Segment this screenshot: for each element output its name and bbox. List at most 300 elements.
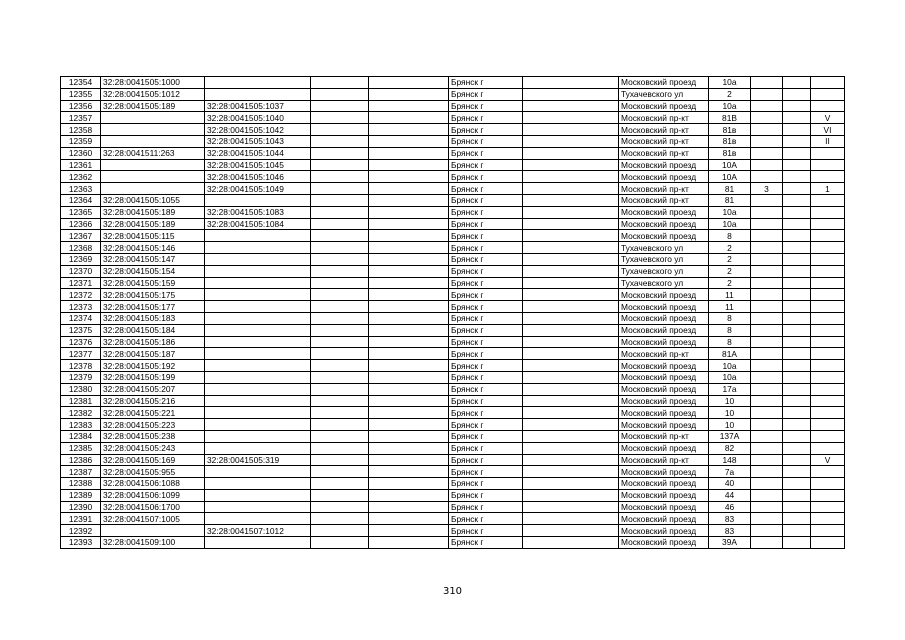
cell-house: 137А: [709, 430, 751, 442]
cell-empty: [783, 501, 811, 513]
cell-empty: [311, 77, 369, 89]
cell-empty: [369, 77, 449, 89]
cell-building: [751, 135, 783, 147]
cell-cadastral-number: 32:28:0041505:238: [101, 430, 205, 442]
cell-cadastral-number-2: [205, 324, 311, 336]
cell-cadastral-number-2: [205, 289, 311, 301]
table-row: [61, 277, 845, 289]
cell-empty: [783, 112, 811, 124]
cell-cadastral-number: 32:28:0041505:221: [101, 407, 205, 419]
cell-city: Брянск г: [449, 135, 523, 147]
table-row: [61, 124, 845, 136]
cell-empty: [369, 289, 449, 301]
cell-empty: [311, 218, 369, 230]
cell-cadastral-number: 32:28:0041505:183: [101, 312, 205, 324]
cell-row-number: 12366: [61, 218, 101, 230]
cell-building: [751, 124, 783, 136]
cell-building: [751, 88, 783, 100]
cell-empty: [783, 88, 811, 100]
cell-building: 3: [751, 183, 783, 195]
cell-empty: [311, 537, 369, 549]
cell-premises: [811, 253, 845, 265]
cell-empty: [369, 218, 449, 230]
cell-empty: [523, 289, 619, 301]
cell-cadastral-number-2: [205, 230, 311, 242]
cell-empty: [311, 419, 369, 431]
cell-street: Тухачевского ул: [619, 88, 709, 100]
cell-street: Московский проезд: [619, 100, 709, 112]
cell-empty: [783, 77, 811, 89]
cell-city: Брянск г: [449, 312, 523, 324]
cell-row-number: 12370: [61, 265, 101, 277]
cell-street: Московский проезд: [619, 206, 709, 218]
cell-cadastral-number-2: [205, 312, 311, 324]
cell-empty: [783, 454, 811, 466]
cell-cadastral-number: 32:28:0041505:955: [101, 466, 205, 478]
cell-cadastral-number-2: 32:28:0041505:1046: [205, 171, 311, 183]
cell-empty: [369, 336, 449, 348]
cell-premises: II: [811, 135, 845, 147]
cell-city: Брянск г: [449, 360, 523, 372]
cell-empty: [783, 124, 811, 136]
cell-house: 81в: [709, 147, 751, 159]
cell-row-number: 12363: [61, 183, 101, 195]
cell-house: 2: [709, 242, 751, 254]
table-row: [61, 360, 845, 372]
cell-empty: [523, 88, 619, 100]
cell-house: 8: [709, 336, 751, 348]
cell-empty: [783, 489, 811, 501]
cell-empty: [523, 135, 619, 147]
cell-premises: [811, 277, 845, 289]
cell-cadastral-number: 32:28:0041505:223: [101, 419, 205, 431]
cell-building: [751, 112, 783, 124]
cell-building: [751, 454, 783, 466]
cell-street: Московский проезд: [619, 312, 709, 324]
cell-premises: 1: [811, 183, 845, 195]
cell-empty: [783, 360, 811, 372]
cell-empty: [311, 135, 369, 147]
cell-premises: [811, 265, 845, 277]
cell-premises: [811, 242, 845, 254]
cell-empty: [523, 230, 619, 242]
cell-empty: [311, 360, 369, 372]
cell-house: 2: [709, 277, 751, 289]
cell-empty: [783, 230, 811, 242]
cell-cadastral-number: 32:28:0041505:216: [101, 395, 205, 407]
cell-city: Брянск г: [449, 277, 523, 289]
cell-building: [751, 466, 783, 478]
cell-city: Брянск г: [449, 112, 523, 124]
cell-house: 10а: [709, 360, 751, 372]
cell-building: [751, 383, 783, 395]
cell-city: Брянск г: [449, 525, 523, 537]
cell-street: Московский проезд: [619, 360, 709, 372]
cell-row-number: 12393: [61, 537, 101, 549]
cell-empty: [311, 348, 369, 360]
cell-row-number: 12355: [61, 88, 101, 100]
cell-empty: [311, 147, 369, 159]
cell-premises: [811, 100, 845, 112]
cell-building: [751, 513, 783, 525]
cell-building: [751, 312, 783, 324]
cell-empty: [523, 194, 619, 206]
cell-empty: [523, 265, 619, 277]
cell-empty: [523, 100, 619, 112]
cell-premises: [811, 478, 845, 490]
cell-city: Брянск г: [449, 100, 523, 112]
cell-cadastral-number-2: [205, 265, 311, 277]
cell-building: [751, 489, 783, 501]
cell-empty: [311, 253, 369, 265]
cell-row-number: 12357: [61, 112, 101, 124]
cell-empty: [783, 513, 811, 525]
cell-street: Московский пр-кт: [619, 135, 709, 147]
cell-street: Московский проезд: [619, 489, 709, 501]
table-row: [61, 430, 845, 442]
cell-building: [751, 218, 783, 230]
cell-premises: [811, 230, 845, 242]
cell-building: [751, 171, 783, 183]
cell-building: [751, 230, 783, 242]
cell-street: Московский пр-кт: [619, 147, 709, 159]
cell-empty: [369, 312, 449, 324]
cell-cadastral-number-2: [205, 407, 311, 419]
page-number: 310: [442, 586, 463, 597]
cell-empty: [311, 501, 369, 513]
cell-street: Московский проезд: [619, 230, 709, 242]
cell-cadastral-number: 32:28:0041505:115: [101, 230, 205, 242]
cell-building: [751, 348, 783, 360]
table-row: [61, 336, 845, 348]
cell-street: Московский проезд: [619, 501, 709, 513]
cell-premises: [811, 371, 845, 383]
cell-cadastral-number: [101, 159, 205, 171]
cell-house: 8: [709, 312, 751, 324]
address-table: [60, 76, 845, 549]
cell-city: Брянск г: [449, 253, 523, 265]
cell-cadastral-number-2: [205, 442, 311, 454]
cell-building: [751, 324, 783, 336]
cell-street: Московский проезд: [619, 513, 709, 525]
cell-empty: [369, 147, 449, 159]
cell-empty: [369, 265, 449, 277]
cell-cadastral-number-2: [205, 301, 311, 313]
cell-cadastral-number-2: [205, 88, 311, 100]
cell-premises: [811, 77, 845, 89]
cell-street: Московский пр-кт: [619, 430, 709, 442]
cell-empty: [369, 466, 449, 478]
cell-cadastral-number-2: [205, 395, 311, 407]
cell-building: [751, 336, 783, 348]
cell-row-number: 12379: [61, 371, 101, 383]
cell-empty: [523, 419, 619, 431]
cell-street: Московский проезд: [619, 218, 709, 230]
cell-empty: [311, 289, 369, 301]
cell-house: 82: [709, 442, 751, 454]
cell-street: Московский проезд: [619, 383, 709, 395]
cell-street: Московский проезд: [619, 77, 709, 89]
cell-empty: [523, 312, 619, 324]
cell-building: [751, 537, 783, 549]
cell-row-number: 12388: [61, 478, 101, 490]
cell-empty: [369, 230, 449, 242]
cell-building: [751, 525, 783, 537]
cell-empty: [783, 442, 811, 454]
cell-empty: [783, 183, 811, 195]
cell-cadastral-number: 32:28:0041506:1099: [101, 489, 205, 501]
table-row: [61, 466, 845, 478]
cell-cadastral-number: 32:28:0041509:100: [101, 537, 205, 549]
cell-empty: [311, 442, 369, 454]
cell-row-number: 12354: [61, 77, 101, 89]
cell-city: Брянск г: [449, 242, 523, 254]
table-row: [61, 171, 845, 183]
cell-premises: [811, 324, 845, 336]
cell-premises: [811, 171, 845, 183]
table-row: [61, 442, 845, 454]
cell-house: 40: [709, 478, 751, 490]
cell-empty: [369, 395, 449, 407]
cell-street: Московский проезд: [619, 324, 709, 336]
cell-empty: [783, 218, 811, 230]
cell-street: Московский проезд: [619, 466, 709, 478]
cell-street: Тухачевского ул: [619, 242, 709, 254]
cell-empty: [783, 466, 811, 478]
cell-empty: [523, 206, 619, 218]
cell-city: Брянск г: [449, 501, 523, 513]
cell-premises: [811, 360, 845, 372]
cell-empty: [783, 525, 811, 537]
cell-cadastral-number: 32:28:0041505:186: [101, 336, 205, 348]
cell-city: Брянск г: [449, 230, 523, 242]
cell-empty: [369, 301, 449, 313]
cell-empty: [369, 537, 449, 549]
cell-row-number: 12385: [61, 442, 101, 454]
cell-house: 46: [709, 501, 751, 513]
cell-empty: [369, 183, 449, 195]
cell-premises: [811, 513, 845, 525]
cell-empty: [783, 407, 811, 419]
cell-street: Московский пр-кт: [619, 112, 709, 124]
cell-empty: [369, 360, 449, 372]
cell-empty: [311, 466, 369, 478]
cell-empty: [369, 88, 449, 100]
cell-building: [751, 371, 783, 383]
cell-row-number: 12369: [61, 253, 101, 265]
cell-city: Брянск г: [449, 513, 523, 525]
cell-house: 10а: [709, 218, 751, 230]
cell-premises: [811, 194, 845, 206]
cell-premises: [811, 537, 845, 549]
table-row: [61, 513, 845, 525]
table-row: [61, 265, 845, 277]
cell-row-number: 12364: [61, 194, 101, 206]
cell-empty: [311, 489, 369, 501]
cell-house: 81в: [709, 135, 751, 147]
cell-empty: [783, 324, 811, 336]
cell-cadastral-number: [101, 183, 205, 195]
table-row: [61, 242, 845, 254]
cell-empty: [369, 194, 449, 206]
cell-street: Московский пр-кт: [619, 454, 709, 466]
cell-row-number: 12360: [61, 147, 101, 159]
cell-cadastral-number: [101, 135, 205, 147]
cell-empty: [369, 324, 449, 336]
cell-empty: [523, 501, 619, 513]
cell-city: Брянск г: [449, 395, 523, 407]
cell-row-number: 12387: [61, 466, 101, 478]
cell-row-number: 12373: [61, 301, 101, 313]
cell-empty: [523, 77, 619, 89]
cell-building: [751, 395, 783, 407]
cell-building: [751, 194, 783, 206]
table-row: [61, 301, 845, 313]
cell-city: Брянск г: [449, 218, 523, 230]
cell-street: Тухачевского ул: [619, 265, 709, 277]
cell-empty: [783, 301, 811, 313]
table-row: [61, 501, 845, 513]
cell-empty: [523, 407, 619, 419]
cell-city: Брянск г: [449, 265, 523, 277]
table-row: [61, 253, 845, 265]
cell-cadastral-number-2: [205, 537, 311, 549]
cell-city: Брянск г: [449, 124, 523, 136]
cell-empty: [311, 159, 369, 171]
cell-cadastral-number-2: 32:28:0041507:1012: [205, 525, 311, 537]
cell-empty: [783, 395, 811, 407]
cell-house: 10: [709, 419, 751, 431]
cell-empty: [311, 336, 369, 348]
cell-premises: [811, 383, 845, 395]
cell-empty: [369, 135, 449, 147]
cell-cadastral-number: 32:28:0041505:192: [101, 360, 205, 372]
table-row: [61, 324, 845, 336]
cell-cadastral-number: 32:28:0041505:189: [101, 218, 205, 230]
table-row: [61, 289, 845, 301]
cell-building: [751, 360, 783, 372]
cell-street: Московский проезд: [619, 442, 709, 454]
cell-empty: [311, 171, 369, 183]
cell-empty: [523, 489, 619, 501]
table-row: [61, 147, 845, 159]
cell-empty: [523, 478, 619, 490]
cell-empty: [369, 253, 449, 265]
cell-building: [751, 407, 783, 419]
cell-city: Брянск г: [449, 430, 523, 442]
cell-empty: [783, 430, 811, 442]
cell-premises: VI: [811, 124, 845, 136]
cell-cadastral-number-2: 32:28:0041505:1044: [205, 147, 311, 159]
cell-city: Брянск г: [449, 289, 523, 301]
cell-empty: [311, 513, 369, 525]
cell-row-number: 12389: [61, 489, 101, 501]
cell-street: Московский проезд: [619, 301, 709, 313]
cell-row-number: 12371: [61, 277, 101, 289]
cell-house: 83: [709, 513, 751, 525]
cell-cadastral-number-2: 32:28:0041505:1040: [205, 112, 311, 124]
cell-cadastral-number-2: 32:28:0041505:1084: [205, 218, 311, 230]
cell-empty: [783, 159, 811, 171]
cell-cadastral-number-2: [205, 478, 311, 490]
cell-city: Брянск г: [449, 301, 523, 313]
cell-city: Брянск г: [449, 147, 523, 159]
cell-premises: [811, 442, 845, 454]
cell-premises: [811, 218, 845, 230]
cell-house: 10а: [709, 371, 751, 383]
cell-empty: [523, 336, 619, 348]
cell-empty: [523, 277, 619, 289]
cell-empty: [369, 277, 449, 289]
cell-cadastral-number: 32:28:0041505:189: [101, 206, 205, 218]
cell-house: 10: [709, 395, 751, 407]
cell-empty: [311, 525, 369, 537]
cell-empty: [311, 324, 369, 336]
cell-house: 2: [709, 253, 751, 265]
cell-row-number: 12381: [61, 395, 101, 407]
cell-cadastral-number: 32:28:0041506:1088: [101, 478, 205, 490]
cell-premises: [811, 289, 845, 301]
cell-empty: [523, 430, 619, 442]
cell-city: Брянск г: [449, 183, 523, 195]
cell-cadastral-number: 32:28:0041505:154: [101, 265, 205, 277]
cell-empty: [311, 206, 369, 218]
cell-house: 148: [709, 454, 751, 466]
table-row: [61, 348, 845, 360]
cell-cadastral-number-2: [205, 383, 311, 395]
cell-cadastral-number: [101, 525, 205, 537]
cell-premises: [811, 407, 845, 419]
cell-empty: [783, 277, 811, 289]
cell-empty: [369, 383, 449, 395]
cell-empty: [523, 466, 619, 478]
table-row: [61, 218, 845, 230]
cell-cadastral-number: 32:28:0041505:1000: [101, 77, 205, 89]
cell-street: Тухачевского ул: [619, 277, 709, 289]
cell-house: 81В: [709, 112, 751, 124]
cell-street: Московский проезд: [619, 525, 709, 537]
cell-empty: [523, 454, 619, 466]
table-row: [61, 230, 845, 242]
cell-house: 8: [709, 230, 751, 242]
cell-empty: [783, 312, 811, 324]
cell-cadastral-number-2: 32:28:0041505:319: [205, 454, 311, 466]
cell-empty: [311, 430, 369, 442]
cell-house: 10а: [709, 100, 751, 112]
cell-house: 81: [709, 183, 751, 195]
cell-city: Брянск г: [449, 419, 523, 431]
table-row: [61, 100, 845, 112]
cell-empty: [311, 301, 369, 313]
cell-empty: [311, 230, 369, 242]
cell-street: Московский проезд: [619, 478, 709, 490]
cell-empty: [783, 171, 811, 183]
cell-city: Брянск г: [449, 454, 523, 466]
cell-empty: [523, 360, 619, 372]
cell-house: 10А: [709, 171, 751, 183]
cell-empty: [369, 525, 449, 537]
cell-empty: [311, 383, 369, 395]
cell-empty: [523, 253, 619, 265]
cell-empty: [369, 171, 449, 183]
cell-empty: [369, 242, 449, 254]
cell-row-number: 12372: [61, 289, 101, 301]
cell-row-number: 12368: [61, 242, 101, 254]
cell-row-number: 12384: [61, 430, 101, 442]
cell-empty: [523, 147, 619, 159]
cell-empty: [523, 124, 619, 136]
cell-empty: [311, 242, 369, 254]
